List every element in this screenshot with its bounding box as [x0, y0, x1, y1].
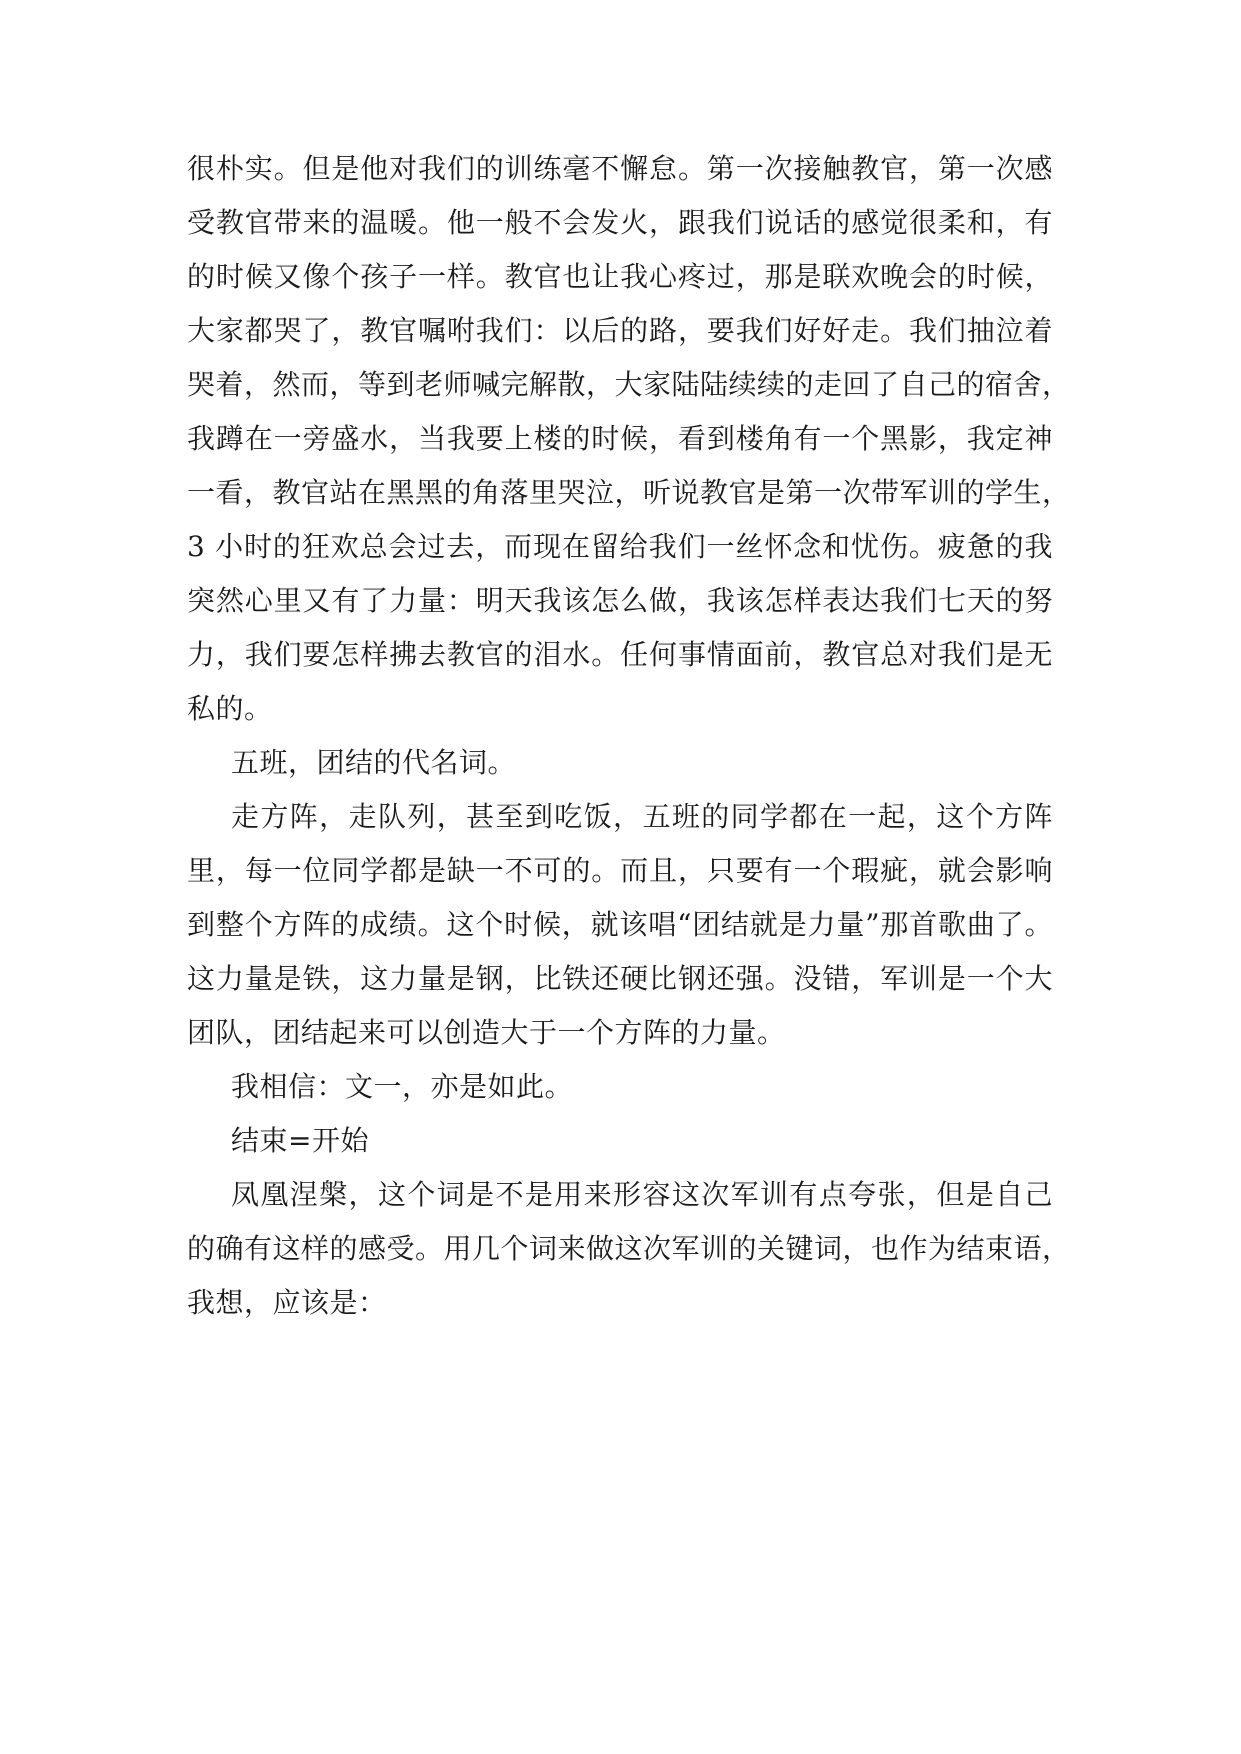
section-heading: 五班，团结的代名词。: [231, 746, 517, 779]
body-line: 突然心里又有了力量：明天我该怎么做，我该怎样表达我们七天的努: [187, 584, 1053, 617]
body-line: 力，我们要怎样拂去教官的泪水。任何事情面前，教官总对我们是无: [187, 638, 1053, 671]
document-body: [187, 142, 1071, 1330]
body-line: 这力量是铁，这力量是钢，比铁还硬比钢还强。没错，军训是一个大: [187, 962, 1053, 995]
body-line: 到整个方阵的成绩。这个时候，就该唱“团结就是力量”那首歌曲了。: [187, 908, 1053, 941]
body-line: 很朴实。但是他对我们的训练毫不懈怠。第一次接触教官，第一次感: [187, 152, 1053, 185]
body-line: 我相信：文一，亦是如此。: [231, 1070, 574, 1103]
body-line: 的时候又像个孩子一样。教官也让我心疼过，那是联欢晚会的时候，: [187, 260, 1053, 293]
body-line: 里，每一位同学都是缺一不可的。而且，只要有一个瑕疵，就会影响: [187, 854, 1053, 887]
body-line: 大家都哭了，教官嘱咐我们：以后的路，要我们好好走。我们抽泣着: [187, 314, 1053, 347]
body-line: 的确有这样的感受。用几个词来做这次军训的关键词，也作为结束语，: [187, 1232, 1071, 1265]
body-line: 哭着，然而，等到老师喊完解散，大家陆陆续续的走回了自己的宿舍，: [187, 368, 1071, 401]
body-line: 团队，团结起来可以创造大于一个方阵的力量。: [187, 1016, 786, 1049]
body-line: 受教官带来的温暖。他一般不会发火，跟我们说话的感觉很柔和，有: [187, 206, 1053, 239]
body-line: 3 小时的狂欢总会过去，而现在留给我们一丝怀念和忧伤。疲惫的我: [187, 530, 1053, 563]
section-heading: 结束=开始: [231, 1124, 369, 1157]
body-line: 我蹲在一旁盛水，当我要上楼的时候，看到楼角有一个黑影，我定神: [187, 422, 1053, 455]
body-line: 走方阵，走队列，甚至到吃饭，五班的同学都在一起，这个方阵: [231, 800, 1053, 833]
body-line: 我想，应该是：: [187, 1286, 387, 1319]
body-line: 私的。: [187, 692, 273, 725]
body-line: 凤凰涅槃，这个词是不是用来形容这次军训有点夸张，但是自己: [231, 1178, 1053, 1211]
body-line: 一看，教官站在黑黑的角落里哭泣，听说教官是第一次带军训的学生，: [187, 476, 1071, 509]
